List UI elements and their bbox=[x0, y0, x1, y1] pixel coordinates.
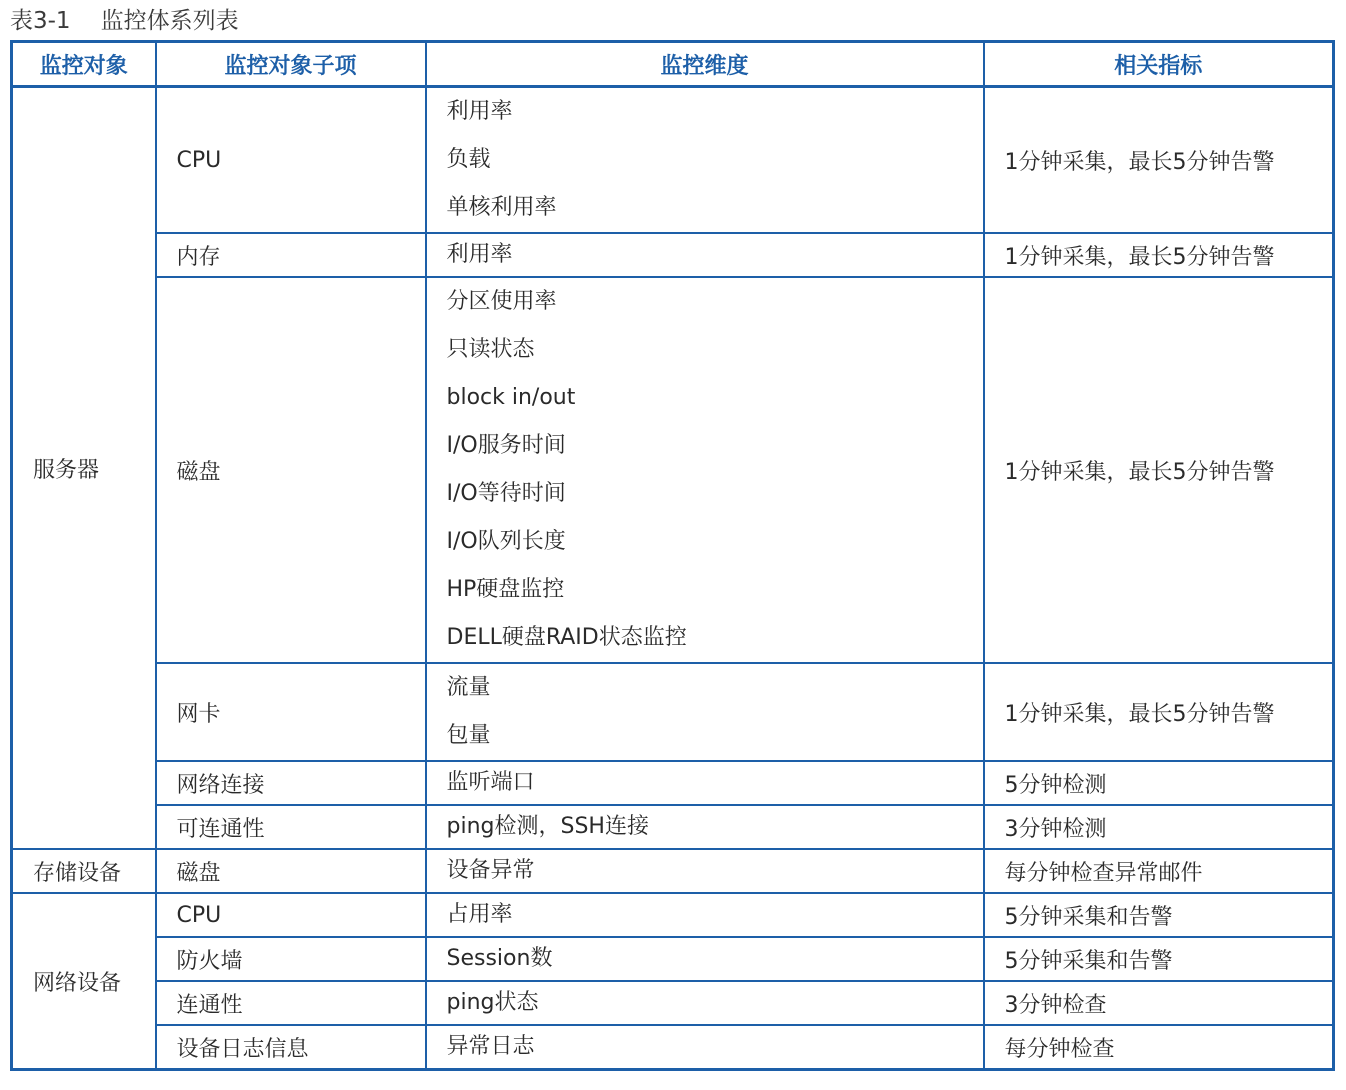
header-metric: 相关指标 bbox=[984, 42, 1334, 87]
sub-item-cell: 网络连接 bbox=[156, 761, 426, 805]
dimension-cell bbox=[426, 937, 984, 981]
metric-cell: 1分钟采集，最长5分钟告警 bbox=[984, 277, 1334, 663]
dimension-line: I/O等待时间 bbox=[446, 481, 566, 506]
dimension-cell bbox=[426, 233, 984, 277]
metric-cell: 1分钟采集，最长5分钟告警 bbox=[984, 233, 1334, 277]
sub-item-cell: 磁盘 bbox=[156, 277, 426, 663]
table-row bbox=[12, 849, 1334, 893]
table-row bbox=[12, 233, 1334, 277]
metric-cell: 1分钟采集，最长5分钟告警 bbox=[984, 663, 1334, 761]
object-storage: 存储设备 bbox=[12, 849, 156, 893]
dimension-line: Session数 bbox=[446, 946, 553, 971]
dimension-line: 异常日志 bbox=[446, 1034, 535, 1059]
dimension-line: ping检测，SSH连接 bbox=[446, 814, 649, 839]
dimension-line: HP硬盘监控 bbox=[446, 577, 565, 602]
sub-item-cell: 可连通性 bbox=[156, 805, 426, 849]
sub-item-cell: 防火墙 bbox=[156, 937, 426, 981]
dimension-line: 分区使用率 bbox=[446, 289, 557, 314]
dimension-line: ping状态 bbox=[446, 990, 539, 1015]
dimension-cell bbox=[426, 981, 984, 1025]
table-row bbox=[12, 981, 1334, 1025]
metric-cell: 3分钟检查 bbox=[984, 981, 1334, 1025]
table-row bbox=[12, 893, 1334, 937]
table-row bbox=[12, 761, 1334, 805]
dimension-line: 流量 bbox=[446, 675, 491, 700]
header-sub-item: 监控对象子项 bbox=[156, 42, 426, 87]
dimension-line: I/O队列长度 bbox=[446, 529, 566, 554]
object-server: 服务器 bbox=[12, 87, 156, 850]
table-row bbox=[12, 87, 1334, 234]
dimension-line: block in/out bbox=[446, 385, 576, 410]
sub-item-cell: CPU bbox=[156, 87, 426, 234]
header-row bbox=[12, 42, 1334, 87]
sub-item-cell: 内存 bbox=[156, 233, 426, 277]
dimension-cell bbox=[426, 893, 984, 937]
dimension-cell bbox=[426, 761, 984, 805]
dimension-line: I/O服务时间 bbox=[446, 433, 566, 458]
dimension-line: 只读状态 bbox=[446, 337, 535, 362]
metric-cell: 5分钟采集和告警 bbox=[984, 893, 1334, 937]
dimension-line: 利用率 bbox=[446, 99, 513, 124]
sub-item-cell: 连通性 bbox=[156, 981, 426, 1025]
dimension-cell bbox=[426, 1025, 984, 1070]
table-row bbox=[12, 805, 1334, 849]
table-caption bbox=[10, 4, 239, 38]
dimension-line: 包量 bbox=[446, 723, 491, 748]
sub-item-cell: 磁盘 bbox=[156, 849, 426, 893]
dimension-line: 利用率 bbox=[446, 242, 513, 267]
metric-cell: 5分钟采集和告警 bbox=[984, 937, 1334, 981]
table-row bbox=[12, 277, 1334, 663]
sub-item-cell: CPU bbox=[156, 893, 426, 937]
table-row bbox=[12, 663, 1334, 761]
metric-cell: 5分钟检测 bbox=[984, 761, 1334, 805]
table-title: 监控体系列表 bbox=[100, 8, 239, 34]
dimension-cell bbox=[426, 277, 984, 663]
dimension-line: DELL硬盘RAID状态监控 bbox=[446, 625, 687, 650]
table-row bbox=[12, 1025, 1334, 1070]
dimension-cell bbox=[426, 805, 984, 849]
dimension-cell bbox=[426, 87, 984, 234]
dimension-line: 占用率 bbox=[446, 902, 513, 927]
table-row bbox=[12, 937, 1334, 981]
metric-cell: 1分钟采集，最长5分钟告警 bbox=[984, 87, 1334, 234]
object-network: 网络设备 bbox=[12, 893, 156, 1070]
dimension-line: 监听端口 bbox=[446, 770, 535, 795]
metric-cell: 3分钟检测 bbox=[984, 805, 1334, 849]
sub-item-cell: 网卡 bbox=[156, 663, 426, 761]
dimension-cell bbox=[426, 663, 984, 761]
metric-cell: 每分钟检查异常邮件 bbox=[984, 849, 1334, 893]
monitoring-table bbox=[10, 40, 1335, 1071]
dimension-line: 负载 bbox=[446, 147, 491, 172]
metric-cell: 每分钟检查 bbox=[984, 1025, 1334, 1070]
dimension-cell bbox=[426, 849, 984, 893]
header-object: 监控对象 bbox=[12, 42, 156, 87]
table-number: 表3-1 bbox=[10, 8, 71, 34]
sub-item-cell: 设备日志信息 bbox=[156, 1025, 426, 1070]
dimension-line: 单核利用率 bbox=[446, 195, 557, 220]
header-dimension: 监控维度 bbox=[426, 42, 984, 87]
dimension-line: 设备异常 bbox=[446, 858, 535, 883]
